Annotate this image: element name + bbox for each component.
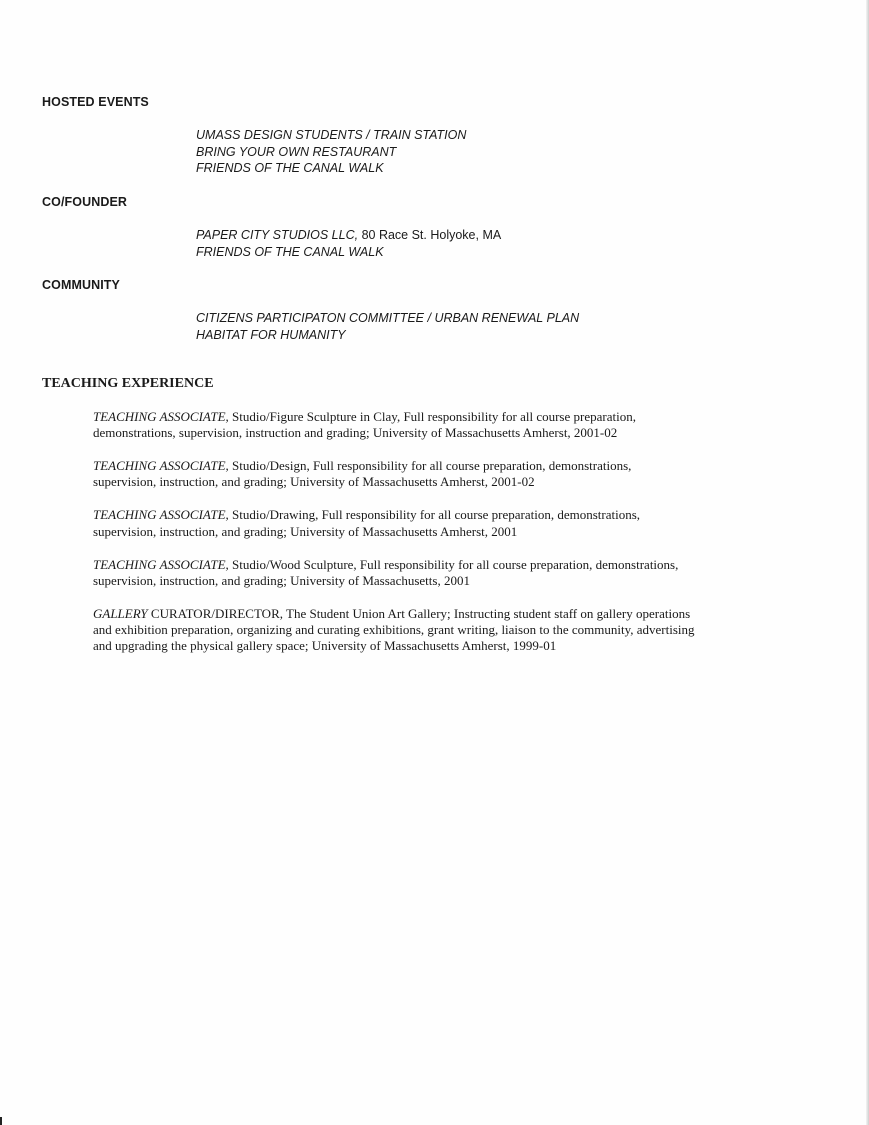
entry-line: supervision, instruction, and grading; University of Massachusetts, 2001: [93, 572, 470, 588]
list-item: CITIZENS PARTICIPATON COMMITTEE / URBAN RENEWAL PLAN: [196, 311, 580, 325]
hosted-events-heading: HOSTED EVENTS: [42, 95, 149, 109]
entry-line: [93, 507, 768, 523]
teaching-entry: [93, 507, 768, 540]
entry-title: TEACHING ASSOCIATE,: [93, 556, 229, 572]
entry-text: Studio/Design, Full responsibility for all course preparation, demonstrations,: [228, 458, 632, 474]
entry-line: and upgrading the physical gallery space; University of Massachusetts Amherst, 1999-01: [93, 638, 557, 654]
teaching-entry: [93, 557, 768, 590]
teaching-entry: [93, 458, 768, 491]
teaching-entry: [93, 606, 768, 655]
co-founder-list: [196, 227, 501, 260]
entry-line: [93, 557, 768, 573]
entry-line: [93, 606, 768, 622]
entry-title: TEACHING ASSOCIATE,: [93, 507, 229, 523]
list-item: FRIENDS OF THE CANAL WALK: [196, 161, 384, 176]
list-item: [196, 244, 501, 261]
entry-line: and exhibition preparation, organizing and curating exhibitions, grant writing, liaison to the community, advertising: [93, 622, 695, 638]
community-list: [196, 310, 579, 343]
teaching-entry: [93, 409, 768, 442]
entry-text: Studio/Drawing, Full responsibility for all course preparation, demonstrations,: [228, 507, 641, 523]
community-heading: COMMUNITY: [42, 278, 120, 292]
hosted-events-list: [196, 127, 466, 177]
entry-line: [93, 458, 768, 474]
organization-name: FRIENDS OF THE CANAL WALK: [196, 244, 384, 259]
teaching-entries: [93, 409, 768, 671]
entry-line: [93, 409, 768, 425]
entry-text: Studio/Wood Sculpture, Full responsibility for all course preparation, demonstrations,: [228, 556, 679, 572]
entry-title: TEACHING ASSOCIATE,: [93, 409, 229, 424]
list-item: [196, 227, 501, 244]
entry-text: CURATOR/DIRECTOR, The Student Union Art Gallery; Instructing student staff on gallery operations: [147, 605, 691, 621]
list-item: HABITAT FOR HUMANITY: [196, 327, 346, 342]
list-item: UMASS DESIGN STUDENTS / TRAIN STATION: [196, 128, 467, 142]
entry-line: supervision, instruction, and grading; University of Massachusetts Amherst, 2001-02: [93, 474, 535, 490]
organization-address: 80 Race St. Holyoke, MA: [358, 228, 502, 242]
entry-line: supervision, instruction, and grading; University of Massachusetts Amherst, 2001: [93, 523, 518, 539]
scan-mark: [0, 1117, 2, 1125]
teaching-experience-heading: TEACHING EXPERIENCE: [42, 376, 214, 391]
entry-title: TEACHING ASSOCIATE,: [93, 458, 229, 474]
entry-text: Studio/Figure Sculpture in Clay, Full responsibility for all course preparation,: [228, 409, 636, 424]
co-founder-heading: CO/FOUNDER: [42, 195, 128, 209]
list-item: BRING YOUR OWN RESTAURANT: [196, 144, 397, 159]
entry-line: demonstrations, supervision, instruction and grading; University of Massachusetts Amherst, 2001-02: [93, 425, 618, 441]
organization-name: PAPER CITY STUDIOS LLC,: [196, 228, 359, 242]
entry-title: GALLERY: [93, 605, 148, 621]
